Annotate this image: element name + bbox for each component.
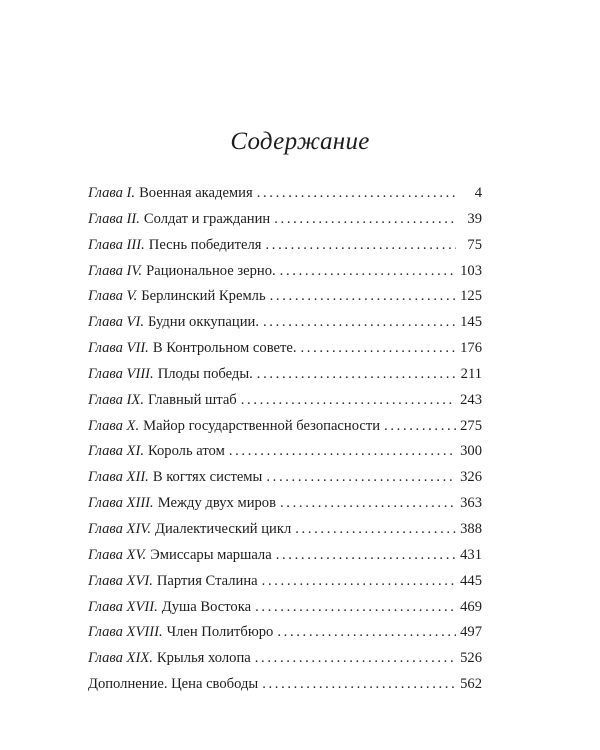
toc-chapter-title: В когтях системы (152, 469, 263, 486)
toc-dot-leader (255, 646, 456, 672)
toc-chapter-number: Глава III. (88, 236, 145, 253)
toc-chapter-title: Между двух миров (157, 495, 276, 512)
toc-dot-leader (241, 388, 456, 414)
toc-chapter-number: Глава V. (88, 288, 138, 305)
toc-chapter-number: Глава XVII. (88, 598, 158, 615)
toc-chapter-title: Дополнение. Цена свободы (88, 676, 259, 693)
toc-page-number: 562 (460, 676, 482, 693)
toc-chapter-number: Глава XIII. (88, 495, 154, 512)
toc-dot-leader (266, 465, 456, 491)
toc-chapter-title: Военная академия (139, 185, 253, 201)
toc-dot-leader (280, 491, 456, 517)
toc-page-number: 275 (460, 417, 482, 434)
toc-chapter-number: Глава XIV. (88, 520, 151, 537)
toc-dot-leader (257, 362, 456, 388)
toc-dot-leader (280, 259, 456, 285)
toc-dot-leader (229, 439, 456, 465)
toc-chapter-title: Эмиссары маршала (150, 546, 272, 563)
toc-entry (88, 465, 482, 491)
toc-page-number: 388 (460, 520, 482, 537)
toc-chapter-number: Глава VIII. (88, 365, 154, 382)
toc-page-number: 469 (460, 598, 482, 615)
toc-entry (88, 388, 482, 414)
toc-entry (88, 491, 482, 517)
toc-page-number: 300 (460, 443, 482, 460)
toc-chapter-title: Рациональное зерно. (146, 262, 276, 279)
toc-entry (88, 620, 482, 646)
toc-chapter-number: Глава XIX. (88, 650, 153, 667)
toc-page-number: 145 (460, 314, 482, 331)
toc-dot-leader (301, 336, 457, 362)
toc-dot-leader (262, 672, 456, 698)
toc-dot-leader (277, 620, 456, 646)
toc-entry (88, 646, 482, 672)
toc-page-number: 39 (467, 210, 482, 227)
toc-chapter-number: Глава I. (88, 185, 136, 201)
toc-entry (88, 517, 482, 543)
toc-chapter-number: Глава X. (88, 417, 140, 434)
toc-chapter-number: Глава XVI. (88, 572, 153, 589)
toc-page-number: 103 (460, 262, 482, 279)
table-of-contents (88, 181, 482, 698)
toc-entry (88, 569, 482, 595)
toc-chapter-title: Член Политбюро (166, 624, 274, 641)
toc-chapter-number: Глава IX. (88, 391, 144, 408)
toc-page-number: 526 (460, 650, 482, 667)
toc-page-number: 326 (460, 469, 482, 486)
toc-entry (88, 414, 482, 440)
toc-entry (88, 284, 482, 310)
toc-chapter-title: Плоды победы. (157, 365, 253, 382)
toc-chapter-title: Крылья холопа (156, 650, 251, 667)
toc-chapter-number: Глава XVIII. (88, 624, 163, 641)
toc-page-number: 125 (460, 288, 482, 305)
toc-chapter-number: Глава XI. (88, 443, 144, 460)
toc-chapter-title: Диалектический цикл (155, 520, 292, 537)
page-title: Содержание (230, 128, 370, 155)
toc-chapter-title: Король атом (147, 443, 225, 460)
toc-entry (88, 595, 482, 621)
toc-chapter-title: Майор государственной безопасности (143, 417, 381, 434)
toc-entry (88, 181, 482, 207)
toc-chapter-number: Глава VII. (88, 340, 149, 357)
toc-dot-leader (270, 284, 456, 310)
toc-chapter-title: Берлинский Кремль (141, 288, 266, 305)
toc-chapter-title: В Контрольном совете. (152, 340, 297, 357)
toc-page-number: 445 (460, 572, 482, 589)
toc-entry (88, 233, 482, 259)
toc-dot-leader (257, 181, 456, 207)
toc-page-number: 431 (460, 546, 482, 563)
toc-page-number: 4 (474, 185, 482, 201)
toc-chapter-title: Душа Востока (161, 598, 252, 615)
toc-dot-leader (262, 569, 456, 595)
toc-chapter-number: Глава VI. (88, 314, 144, 331)
toc-chapter-title: Партия Сталина (156, 572, 258, 589)
toc-page-number: 497 (460, 624, 482, 641)
toc-entry (88, 310, 482, 336)
toc-chapter-title: Главный штаб (147, 391, 237, 408)
toc-page-number: 363 (460, 495, 482, 512)
toc-dot-leader (295, 517, 456, 543)
toc-entry (88, 362, 482, 388)
toc-page-number: 176 (460, 340, 482, 357)
toc-entry (88, 259, 482, 285)
toc-entry (88, 439, 482, 465)
toc-chapter-title: Будни оккупации. (147, 314, 259, 331)
toc-page-number: 211 (460, 365, 482, 382)
toc-chapter-number: Глава II. (88, 210, 140, 227)
toc-chapter-number: Глава IV. (88, 262, 143, 279)
toc-entry (88, 336, 482, 362)
toc-entry (88, 672, 482, 698)
toc-dot-leader (384, 414, 456, 440)
toc-chapter-title: Песнь победителя (148, 236, 262, 253)
toc-page-number: 75 (467, 236, 482, 253)
toc-entry (88, 543, 482, 569)
toc-chapter-number: Глава XII. (88, 469, 149, 486)
toc-entry (88, 207, 482, 233)
toc-chapter-number: Глава XV. (88, 546, 147, 563)
toc-page-number: 243 (460, 391, 482, 408)
toc-dot-leader (274, 207, 456, 233)
toc-dot-leader (276, 543, 456, 569)
toc-dot-leader (263, 310, 456, 336)
toc-dot-leader (265, 233, 456, 259)
toc-chapter-title: Солдат и гражданин (143, 210, 271, 227)
toc-dot-leader (255, 595, 456, 621)
